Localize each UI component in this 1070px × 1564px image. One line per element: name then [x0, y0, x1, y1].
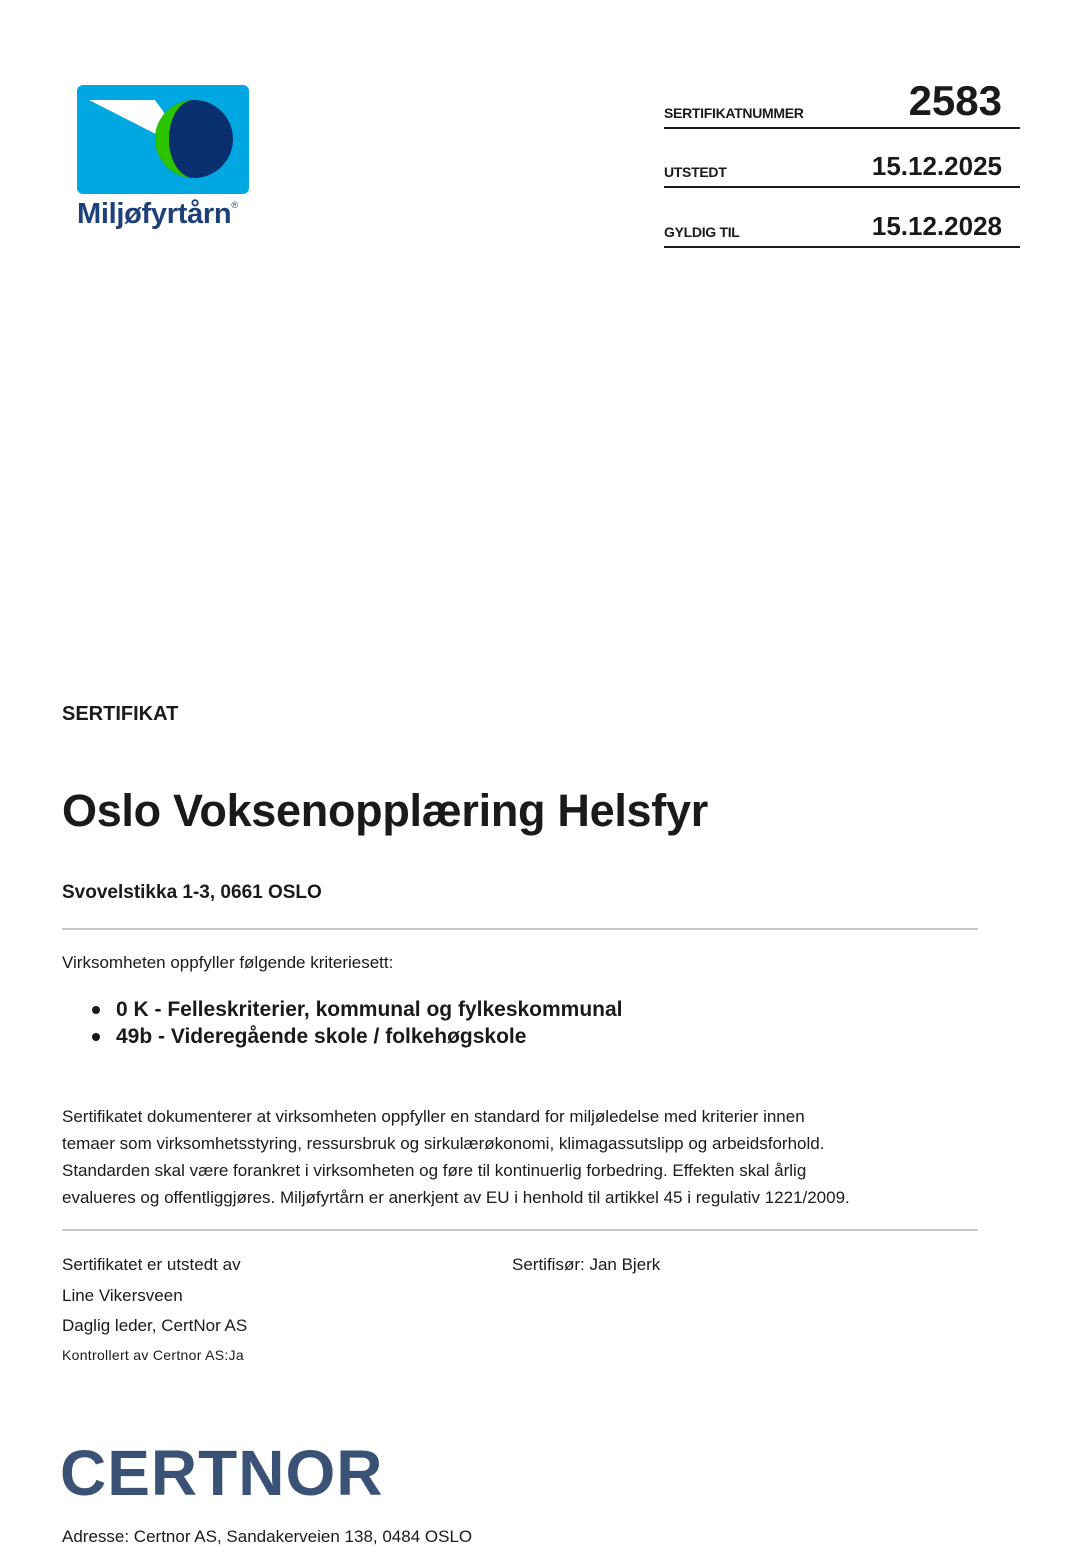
criteria-item: 49b - Videregående skole / folkehøgskole	[88, 1023, 623, 1050]
certificate-description	[62, 1103, 850, 1211]
logo-wordmark: Miljøfyrtårn®	[77, 198, 238, 230]
divider	[62, 928, 978, 930]
valid-until-label: GYLDIG TIL	[664, 224, 740, 240]
certificate-heading: SERTIFIKAT	[62, 703, 179, 725]
issuer-block	[62, 1255, 247, 1377]
issued-date: 15.12.2025	[871, 151, 1002, 181]
organization-address: Svovelstikka 1-3, 0661 OSLO	[62, 882, 322, 903]
description-line: Sertifikatet dokumenterer at virksomheten oppfyller en standard for miljøledelse med kriterier innen	[62, 1107, 805, 1126]
miljofyrtarn-logo	[77, 85, 251, 237]
certificate-number: 2583	[908, 77, 1002, 124]
valid-until-date: 15.12.2028	[871, 211, 1002, 241]
description-line: temaer som virksomhetsstyring, ressursbruk og sirkulærøkonomi, klimagassutslipp og arbeidsforhold.	[62, 1134, 825, 1153]
certnor-logo	[60, 1437, 384, 1509]
auditor: Sertifisør: Jan Bjerk	[512, 1255, 661, 1274]
criteria-item: 0 K - Felleskriterier, kommunal og fylkeskommunal	[88, 996, 623, 1023]
issuer-name: Line Vikersveen	[62, 1285, 183, 1305]
issued-by-label: Sertifikatet er utstedt av	[62, 1255, 241, 1274]
issuer-title: Daglig leder, CertNor AS	[62, 1316, 248, 1335]
certificate-number-label: SERTIFIKATNUMMER	[664, 105, 804, 121]
lighthouse-icon	[77, 85, 249, 194]
criteria-intro: Virksomheten oppfyller følgende kriteriesett:	[62, 953, 394, 972]
description-line: evalueres og offentliggjøres. Miljøfyrtårn er anerkjent av EU i henhold til artikkel 45 i regulativ 1221/2009.	[62, 1188, 850, 1207]
issued-date-row	[664, 146, 1020, 188]
valid-until-row	[664, 206, 1020, 248]
certificate-number-row	[664, 76, 1020, 129]
organization-name: Oslo Voksenopplæring Helsfyr	[62, 785, 708, 836]
divider	[62, 1229, 978, 1231]
description-line: Standarden skal være forankret i virksomheten og føre til kontinuerlig forbedring. Effekten skal årlig	[62, 1161, 807, 1180]
certnor-wordmark: CERTNOR	[60, 1437, 384, 1509]
criteria-list	[88, 996, 623, 1050]
lighthouse-emblem	[77, 85, 249, 194]
footer-address: Adresse: Certnor AS, Sandakerveien 138, 0484 OSLO	[62, 1527, 473, 1546]
controlled-by: Kontrollert av Certnor AS:Ja	[62, 1346, 244, 1363]
issued-label: UTSTEDT	[664, 164, 727, 180]
